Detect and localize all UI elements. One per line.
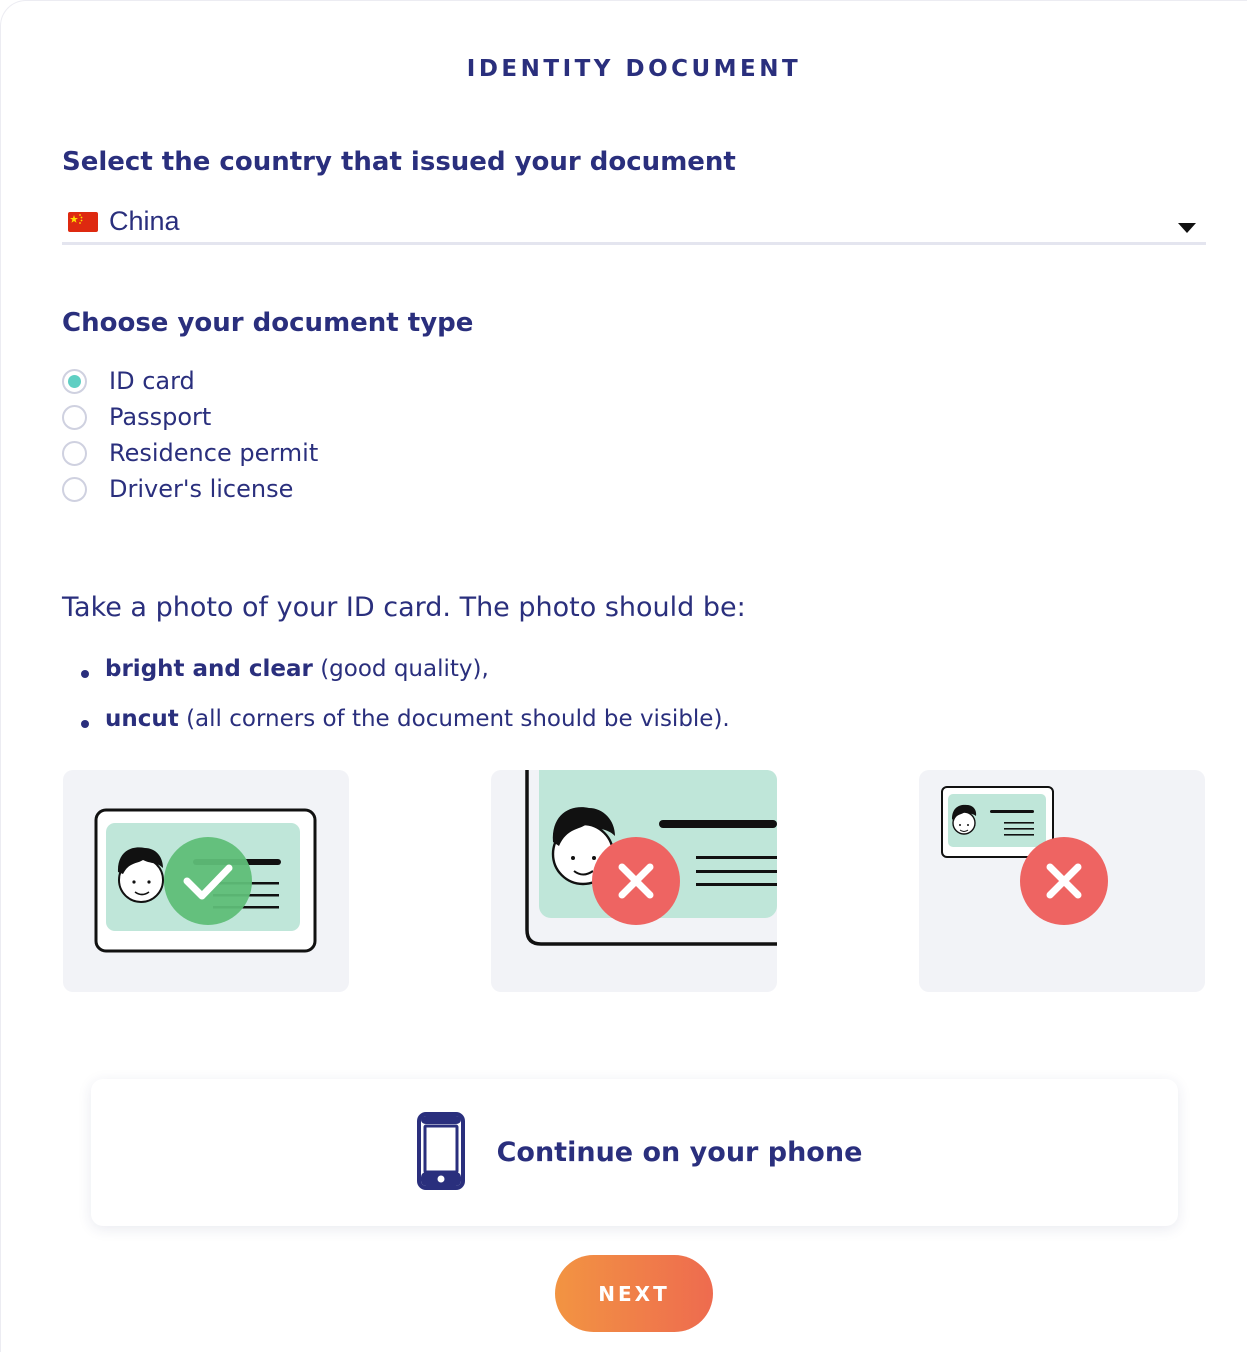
china-flag-icon <box>68 212 98 232</box>
list-item <box>81 706 730 756</box>
check-icon <box>164 837 252 925</box>
cropped-card-illustration <box>491 770 777 992</box>
cropped-photo-example <box>491 770 777 992</box>
radio-label: Driver's license <box>109 475 294 503</box>
requirement-detail: (good quality), <box>312 656 489 682</box>
photo-requirements-list <box>81 656 730 756</box>
small-card-illustration <box>919 770 1205 992</box>
radio-option-residence-permit[interactable] <box>62 435 318 471</box>
too-small-photo-example <box>919 770 1205 992</box>
selected-country: China <box>109 206 180 236</box>
country-heading: Select the country that issued your document <box>62 147 736 177</box>
cross-icon <box>592 837 680 925</box>
requirement-bold: bright and clear <box>105 656 313 682</box>
radio-label: Residence permit <box>109 439 319 467</box>
page-title: IDENTITY DOCUMENT <box>466 56 802 82</box>
radio-label: Passport <box>109 403 212 431</box>
list-item <box>81 656 730 706</box>
radio-button-id-card[interactable] <box>62 369 87 394</box>
next-button[interactable]: NEXT <box>555 1255 713 1332</box>
bullet-icon <box>81 720 89 728</box>
bullet-icon <box>81 670 89 678</box>
radio-button-residence-permit[interactable] <box>62 441 87 466</box>
id-card-illustration <box>63 770 349 992</box>
caret-down-icon[interactable] <box>1178 223 1196 233</box>
good-photo-example <box>63 770 349 992</box>
continue-on-phone-button[interactable] <box>91 1079 1178 1226</box>
radio-option-drivers-license[interactable] <box>62 471 318 507</box>
country-select[interactable] <box>62 199 1206 245</box>
radio-button-drivers-license[interactable] <box>62 477 87 502</box>
requirement-detail: (all corners of the document should be visible). <box>178 706 730 732</box>
requirement-bold: uncut <box>105 706 179 732</box>
radio-label: ID card <box>109 367 195 395</box>
radio-option-passport[interactable] <box>62 399 318 435</box>
radio-button-passport[interactable] <box>62 405 87 430</box>
document-type-heading: Choose your document type <box>62 308 474 338</box>
phone-icon <box>417 1112 465 1194</box>
document-type-radio-group <box>62 363 318 507</box>
continue-on-phone-label: Continue on your phone <box>496 1137 863 1168</box>
radio-option-id-card[interactable] <box>62 363 318 399</box>
cross-icon <box>1020 837 1108 925</box>
photo-instruction-text: Take a photo of your ID card. The photo should be: <box>62 592 746 623</box>
